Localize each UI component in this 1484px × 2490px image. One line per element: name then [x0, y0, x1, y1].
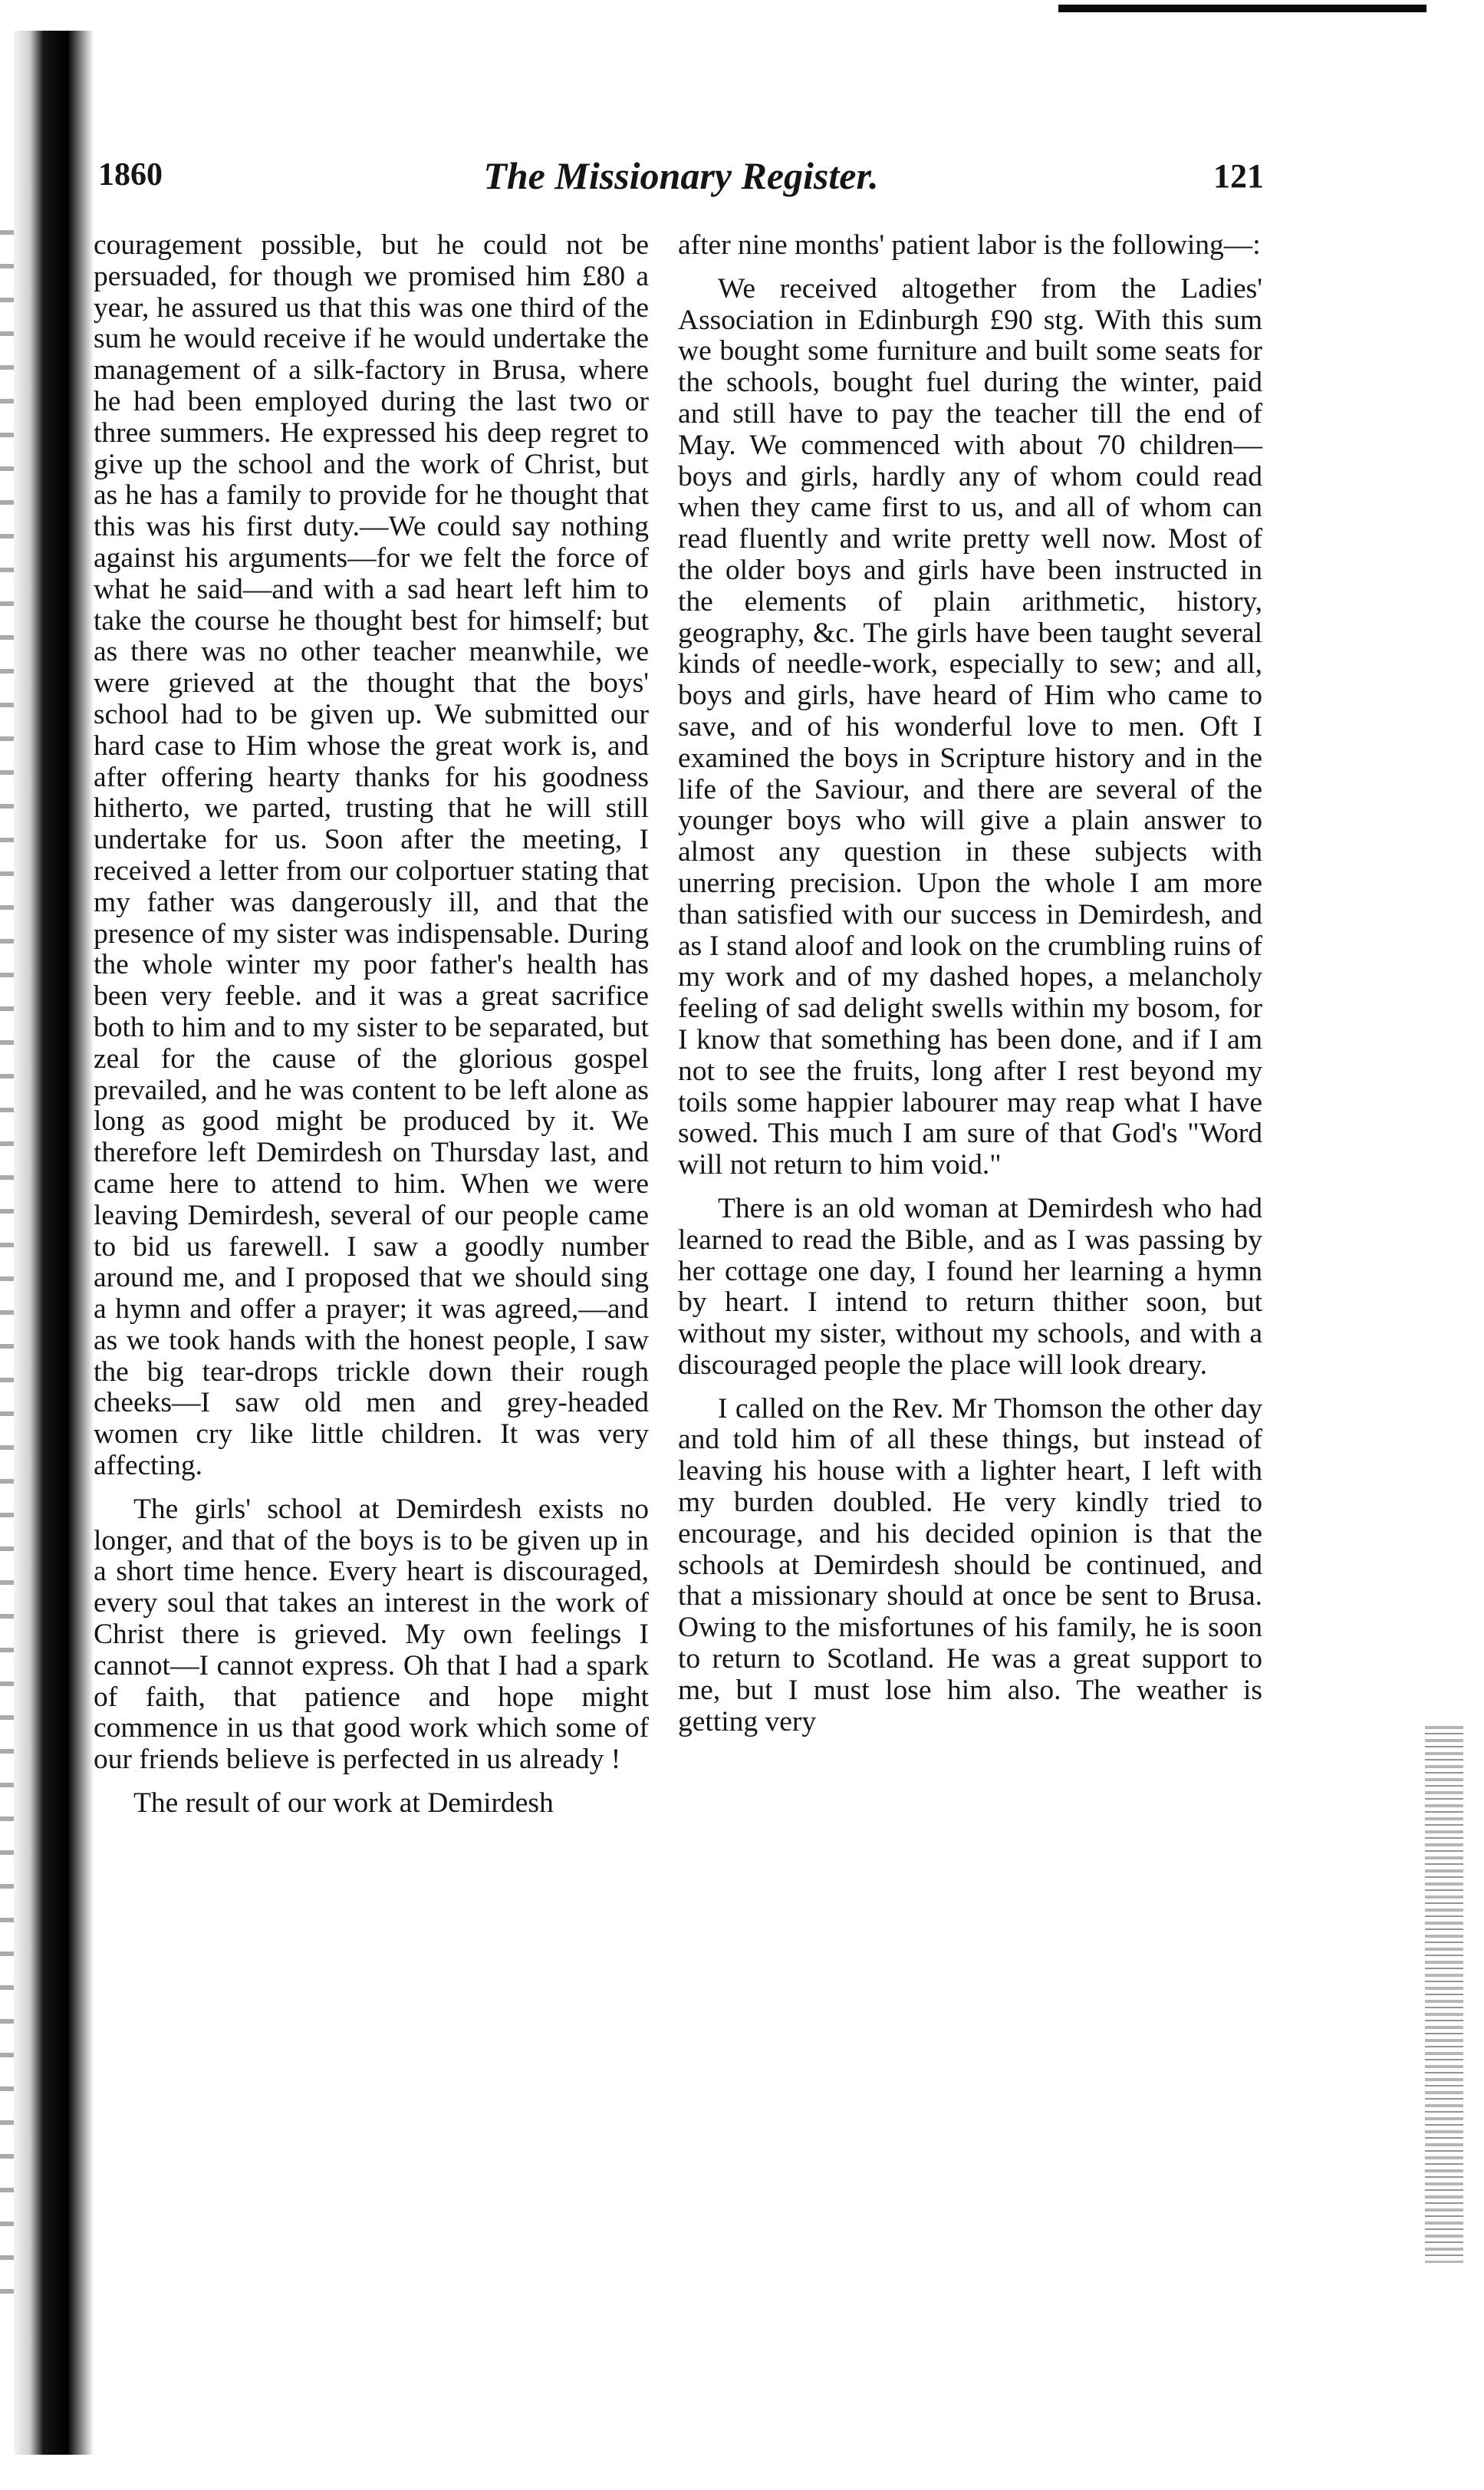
paragraph: We received altogether from the Ladies' Association in Edinburgh £90 stg. With this sum we bought some furniture and built some seats for the schools, bought fuel during the winter, paid and still have to pay the teacher till the end of May. We commenced with about 70 children—boys and girls, hardly any of whom could read when they came first to us, and all of whom can read fluently and write pretty well now. Most of the older boys and girls have been instructed in the elements of plain arithmetic, history, geography, &c. The girls have been taught several kinds of needle-work, especially to sew; and all, boys and girls, have heard of Him who came to save, and of his wonderful love to men. Oft I examined the boys in Scripture history and in the life of the Saviour, and there are several of the younger boys who will give a plain answer to almost any question in these subjects with unerring precision. Upon the whole I am more than satisfied with our success in Demirdesh, and as I stand aloof and look on the crumbling ruins of my work and of my dashed hopes, a melancholy feeling of sad delight swells within my bosom, for I know that something has been done, and if I am not to see the fruits, long after I rest beyond my toils some happier labourer may reap what I have sowed. This much I am sure of that God's "Word will not return to him void." [678, 272, 1262, 1181]
top-edge-rule [1058, 5, 1426, 12]
paragraph: The result of our work at Demirdesh [133, 1787, 554, 1820]
header-year: 1860 [98, 157, 163, 193]
page-binding-fade [67, 31, 94, 2455]
journal-title: The Missionary Register. [483, 154, 879, 197]
paragraph: I called on the Rev. Mr Thomson the other day and told him of all these things, but instead of leaving his house with a lighter heart, I left with my burden doubled. He very kindly tried to encourage, and his decided opinion is that the schools at Demirdesh should be continued, and that a missionary should at once be sent to Brusa. Owing to the misfortunes of his family, he is soon to return to Scotland. He was a great support to me, but I must lose him also. The weather is getting very [678, 1392, 1262, 1737]
page-binding-shadow [14, 31, 67, 2455]
paragraph: The girls' school at Demirdesh exists no longer, and that of the boys is to be given up in a short time hence. Every heart is discouraged, every soul that takes an interest in the work of Christ there is grieved. My own feelings I cannot—I cannot express. Oh that I had a spark of faith, that patience and hope might commence in us that good work which some of our friends believe is perfected in us already ! [94, 1493, 649, 1776]
paragraph: There is an old woman at Demirdesh who had learned to read the Bible, and as I was passing by her cottage one day, I found her learning a hymn by heart. I intend to return thither soon, but without my sister, without my schools, and with a discouraged people the place will look dreary. [678, 1192, 1262, 1381]
right-column [678, 230, 1262, 1737]
right-edge-scan-noise [1425, 1726, 1463, 2263]
page-number: 121 [1213, 157, 1264, 195]
left-column [94, 230, 649, 1820]
running-header [98, 156, 1264, 210]
paragraph: after nine months' patient labor is the following—: [678, 229, 1261, 261]
paragraph: couragement possible, but he could not be persuaded, for though we promised him £80 a year, he assured us that this was one third of the sum he would receive if he would undertake the management of a silk-factory in Brusa, where he had been employed during the last two or three summers. He expressed his deep regret to give up the school and the work of Christ, but as he has a family to provide for he thought that this was his first duty.—We could say nothing against his arguments—for we felt the force of what he said—and with a sad heart left him to take the course he thought best for himself; but as there was no other teacher meanwhile, we were grieved at the thought that the boys' school had to be given up. We submitted our hard case to Him whose the great work is, and after offering hearty thanks for his goodness hitherto, we parted, trusting that he will still undertake for us. Soon after the meeting, I received a letter from our colportuer stating that my father was dangerously ill, and that the presence of my sister was indispensable. During the whole winter my poor father's health has been very feeble. and it was a great sacrifice both to him and to my sister to be separated, but zeal for the cause of the glorious gospel prevailed, and he was content to be left alone as long as good might be produced by it. We therefore left Demirdesh on Thursday last, and came here to attend to him. When we were leaving Demirdesh, several of our people came to bid us farewell. I saw a goodly number around me, and I proposed that we should sing a hymn and offer a prayer; it was agreed,—and as we took hands with the honest people, I saw the big tear-drops trickle down their rough cheeks—I saw old men and grey-headed women cry like little children. It was very affecting. [94, 229, 649, 1482]
